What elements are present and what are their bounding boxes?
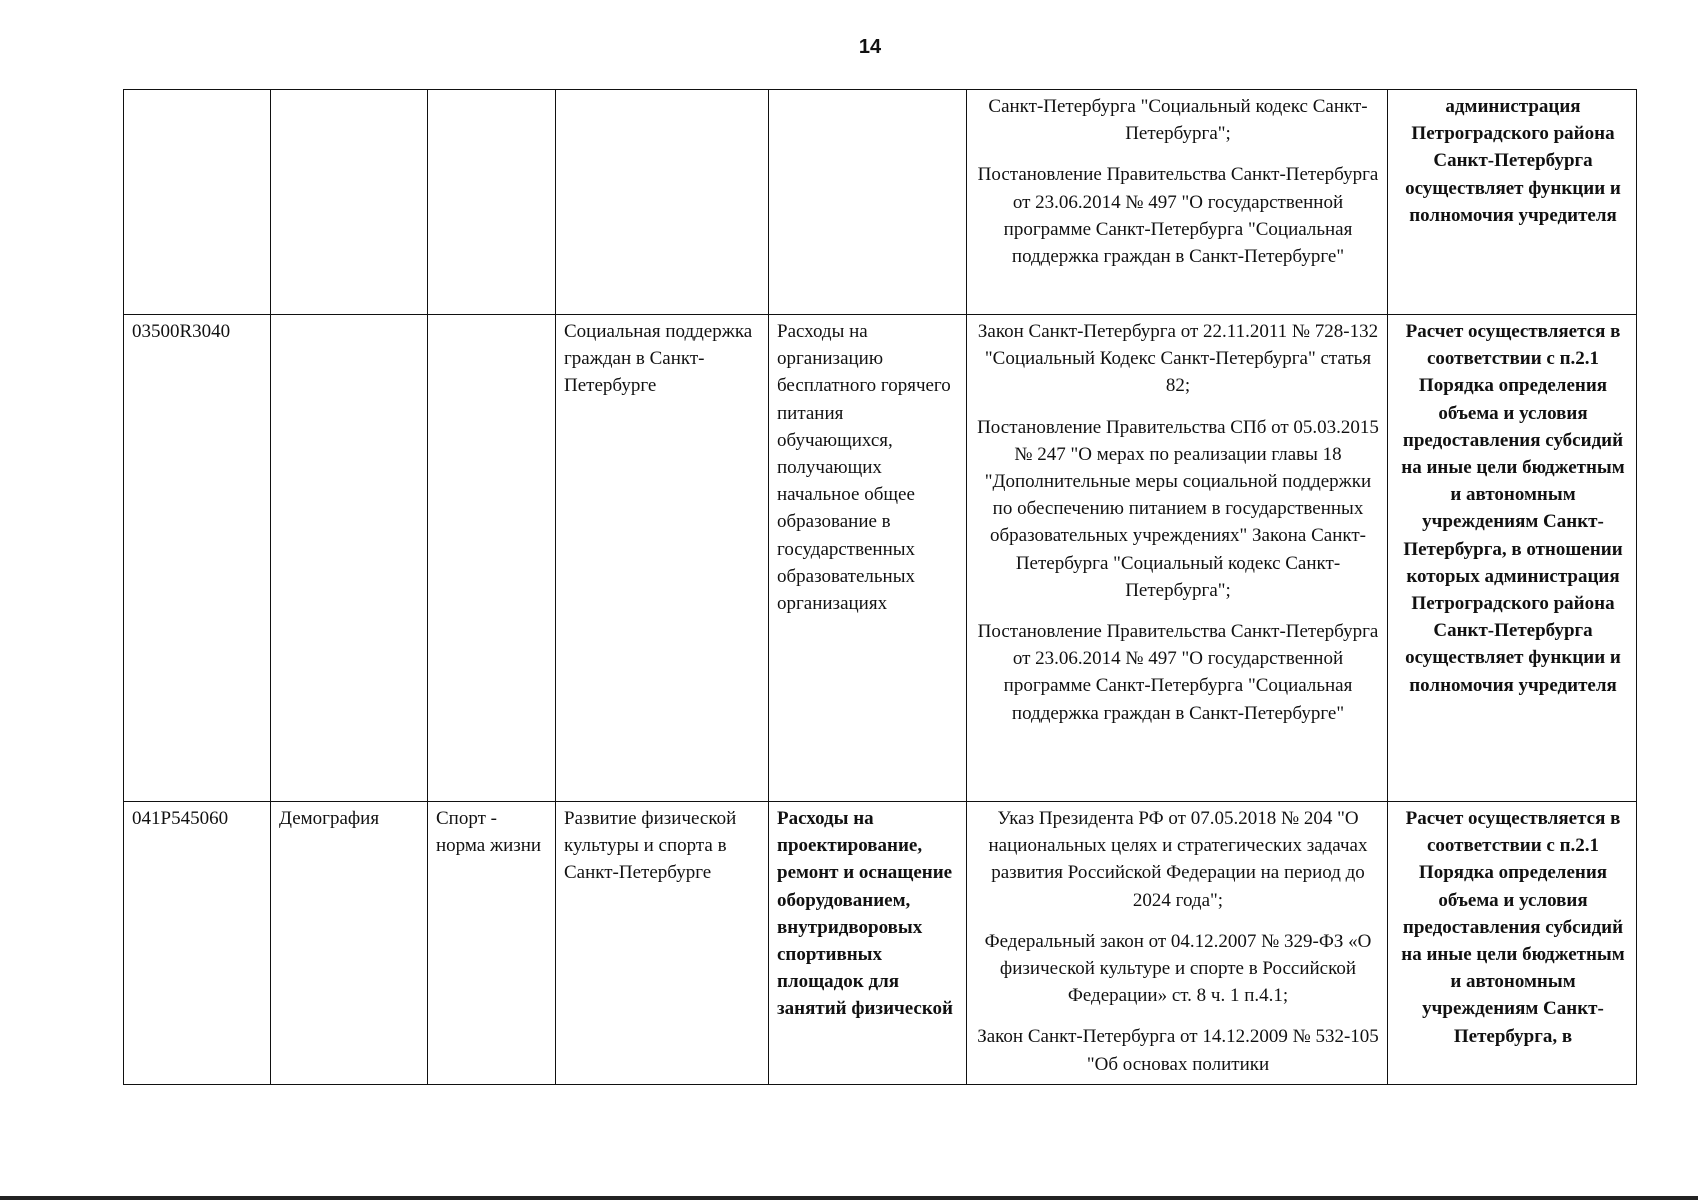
table-row — [124, 90, 1637, 315]
cell-calculation: администрация Петроградского района Санкт-Петербурга осуществляет функции и полномочия учредителя — [1388, 90, 1637, 315]
cell-purpose — [769, 90, 967, 315]
cell-legal-basis — [967, 802, 1388, 1085]
legal-basis-item: Постановление Правительства Санкт-Петербурга от 23.06.2014 № 497 "О государственной программе Санкт-Петербурга "Социальная поддержка граждан в Санкт-Петербурге" — [977, 164, 1379, 268]
legal-basis-item: Указ Президента РФ от 07.05.2018 № 204 "О национальных целях и стратегических задачах развития Российской Федерации на период до 2024 года"; — [988, 808, 1368, 911]
table-row — [124, 802, 1637, 1085]
cell-project — [271, 90, 428, 315]
cell-purpose: Расходы на организацию бесплатного горячего питания обучающихся, получающих начальное общее образование в государственных образовательных организациях — [769, 315, 967, 802]
page-bottom-edge — [0, 1196, 1698, 1200]
cell-legal-basis — [967, 90, 1388, 315]
cell-program — [556, 90, 769, 315]
cell-project — [271, 315, 428, 802]
legal-basis-item: Санкт-Петербурга "Социальный кодекс Санкт-Петербурга"; — [988, 96, 1368, 145]
cell-subproject: Спорт - норма жизни — [428, 802, 556, 1085]
cell-project: Демография — [271, 802, 428, 1085]
legal-basis-item: Закон Санкт-Петербурга от 14.12.2009 № 532-105 "Об основах политики — [977, 1026, 1379, 1075]
legal-basis-item: Федеральный закон от 04.12.2007 № 329-ФЗ «О физической культуре и спорте в Российской Федерации» ст. 8 ч. 1 п.4.1; — [984, 930, 1372, 1007]
legal-basis-item: Постановление Правительства СПб от 05.03.2015 № 247 "О мерах по реализации главы 18 "Дополнительные меры социальной поддержки по обеспечению питанием в государственных образовательных учреждениях" Закона Санкт-Петербурга "Социальный кодекс Санкт-Петербурга"; — [977, 416, 1379, 601]
table-row — [124, 315, 1637, 802]
legal-basis-item: Закон Санкт-Петербурга от 22.11.2011 № 728-132 "Социальный Кодекс Санкт-Петербурга" статья 82; — [977, 321, 1379, 397]
cell-legal-basis — [967, 315, 1388, 802]
cell-code: 03500R3040 — [124, 315, 271, 802]
cell-calculation: Расчет осуществляется в соответствии с п.2.1 Порядка определения объема и условия предоставления субсидий на иные цели бюджетным и автономным учреждениям Санкт-Петербурга, в — [1388, 802, 1637, 1085]
page-number: 14 — [858, 36, 882, 58]
cell-subproject — [428, 315, 556, 802]
legal-basis-item: Постановление Правительства Санкт-Петербурга от 23.06.2014 № 497 "О государственной программе Санкт-Петербурга "Социальная поддержка граждан в Санкт-Петербурге" — [977, 621, 1379, 724]
subsidy-table — [123, 89, 1637, 1085]
cell-program: Социальная поддержка граждан в Санкт-Петербурге — [556, 315, 769, 802]
cell-calculation: Расчет осуществляется в соответствии с п.2.1 Порядка определения объема и условия предоставления субсидий на иные цели бюджетным и автономным учреждениям Санкт-Петербурга, в отношении которых администрация Петроградского района Санкт-Петербурга осуществляет функции и полномочия учредителя — [1388, 315, 1637, 802]
cell-code: 041P545060 — [124, 802, 271, 1085]
cell-program: Развитие физической культуры и спорта в Санкт-Петербурге — [556, 802, 769, 1085]
cell-subproject — [428, 90, 556, 315]
cell-code — [124, 90, 271, 315]
cell-purpose: Расходы на проектирование, ремонт и оснащение оборудованием, внутридворовых спортивных площадок для занятий физической — [769, 802, 967, 1085]
